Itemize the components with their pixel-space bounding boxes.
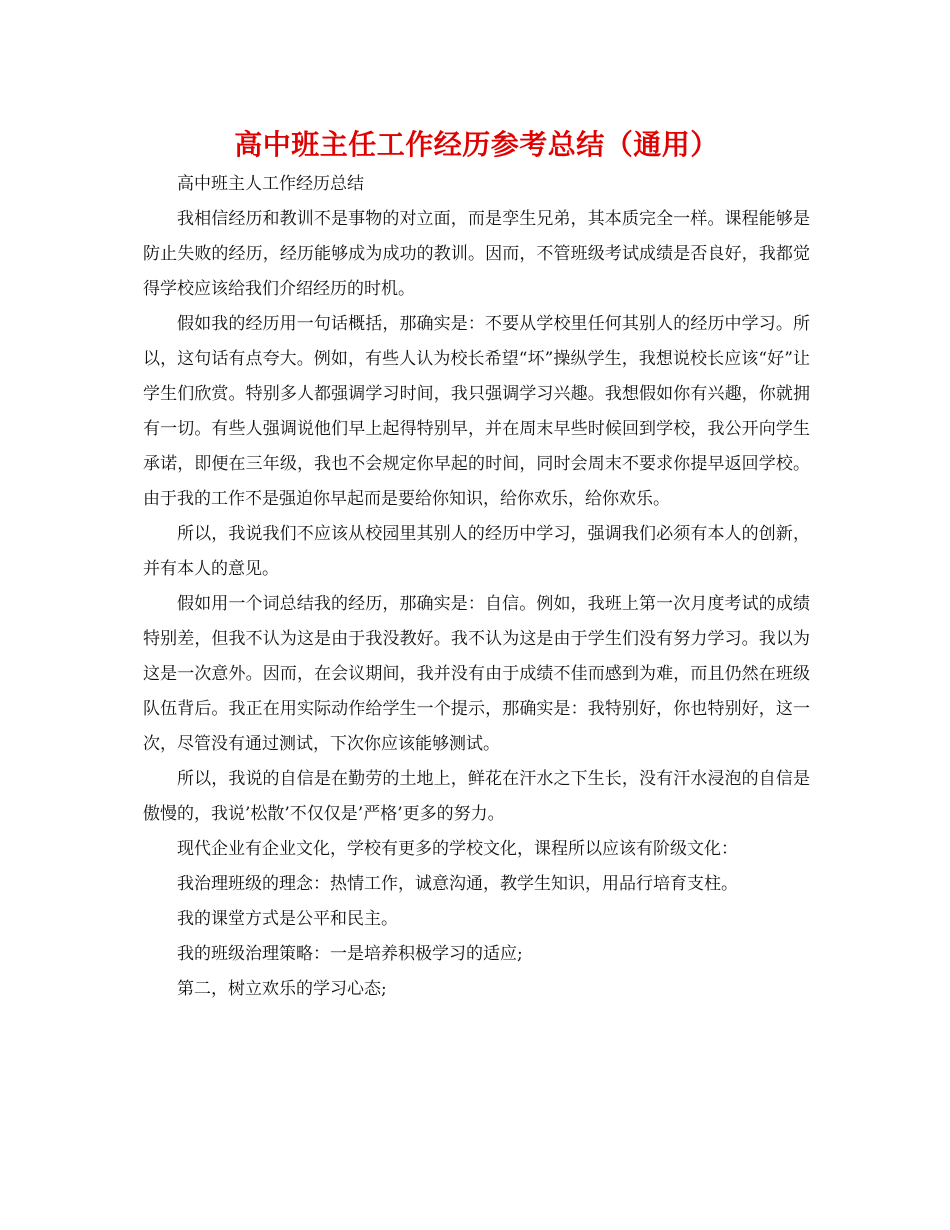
document-title: 高中班主任工作经历参考总结（通用） [234,128,719,161]
paragraph-strategy-one: 我的班级治理策略：一是培养积极学习的适应; [177,944,523,964]
paragraph-philosophy: 我治理班级的理念：热情工作，诚意沟通，教学生知识，用品行培育支柱。 [177,874,738,894]
paragraph-strategy-two: 第二，树立欢乐的学习心态; [177,979,387,999]
document-subtitle: 高中班主人工作经历总结 [177,174,364,194]
paragraph-classroom-style: 我的课堂方式是公平和民主。 [177,909,398,929]
document-page [143,120,810,1007]
paragraph-culture: 现代企业有企业文化，学校有更多的学校文化，课程所以应该有阶级文化： [177,839,738,859]
paragraph-innovation: 所以，我说我们不应该从校园里其别人的经历中学习，强调我们必须有本人的创新，并有本人的意见。 [143,524,810,579]
paragraph-confidence: 假如用一个词总结我的经历，那确实是：自信。例如，我班上第一次月度考试的成绩特别差，但我不认为这是由于我没教好。我不认为这是由于学生们没有努力学习。我以为这是一次意外。因而，在会议期间，我并没有由于成绩不佳而感到为难，而且仍然在班级队伍背后。我正在用实际动作给学生一个提示，那确实是：我特别好，你也特别好，这一次，尽管没有通过测试，下次你应该能够测试。 [143,594,810,754]
paragraph-diligence: 所以，我说的自信是在勤劳的土地上，鲜花在汗水之下生长，没有汗水浸泡的自信是傲慢的，我说’松散’不仅仅是’严格’更多的努力。 [143,769,810,824]
paragraph-intro: 我相信经历和教训不是事物的对立面，而是孪生兄弟，其本质完全一样。课程能够是防止失败的经历，经历能够成为成功的教训。因而，不管班级考试成绩是否良好，我都觉得学校应该给我们介绍经历的时机。 [143,209,810,299]
paragraph-one-sentence: 假如我的经历用一句话概括，那确实是：不要从学校里任何其别人的经历中学习。所以，这句话有点夸大。例如，有些人认为校长希望“坏”操纵学生，我想说校长应该“好”让学生们欣赏。特别多人都强调学习时间，我只强调学习兴趣。我想假如你有兴趣，你就拥有一切。有些人强调说他们早上起得特别早，并在周末早些时候回到学校，我公开向学生承诺，即便在三年级，我也不会规定你早起的时间，同时会周末不要求你提早返回学校。由于我的工作不是强迫你早起而是要给你知识，给你欢乐，给你欢乐。 [143,314,810,509]
